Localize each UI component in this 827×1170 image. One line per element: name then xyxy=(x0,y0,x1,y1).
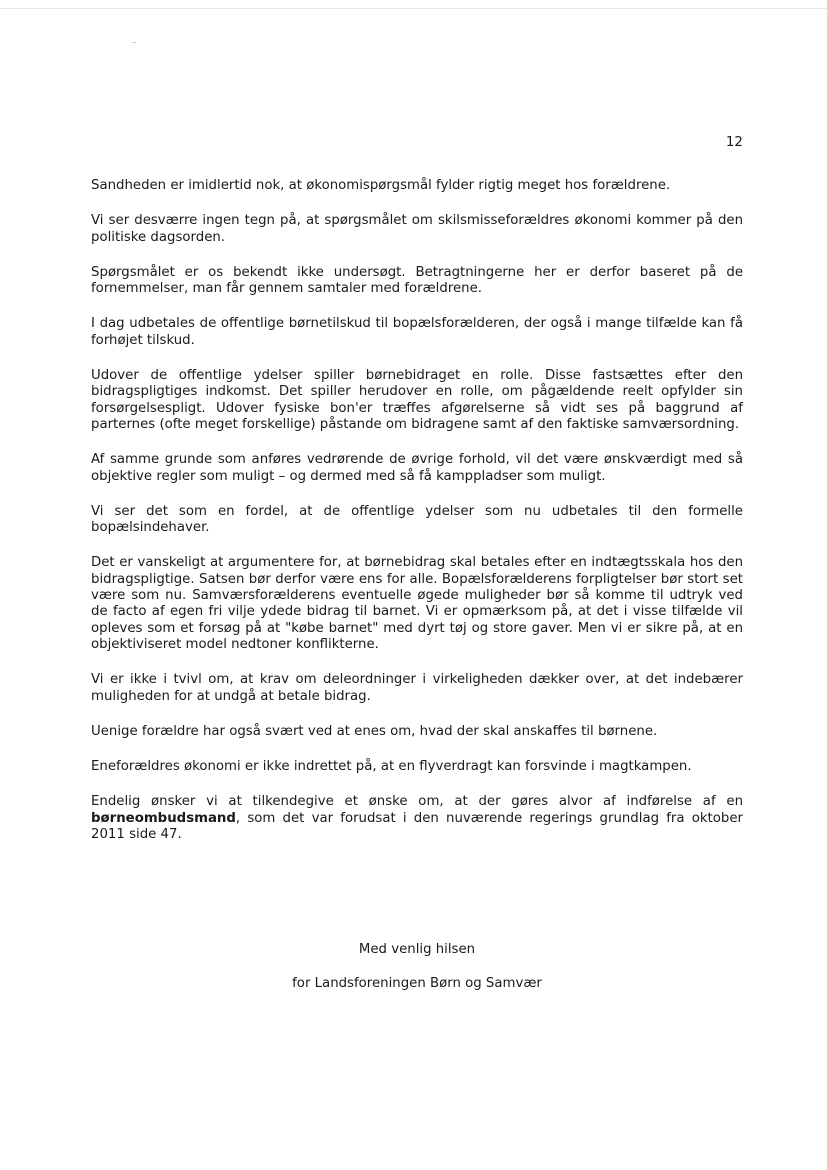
page-number: 12 xyxy=(725,134,743,150)
final-paragraph-rest: , som det var forudsat i den nuværende regerings grundlag fra oktober 2011 side 47. xyxy=(91,810,743,843)
scan-speck xyxy=(132,42,136,43)
paragraph: Eneforældres økonomi er ikke indrettet på, at en flyverdragt kan forsvinde i magtkampen. xyxy=(91,759,692,775)
paragraph: I dag udbetales de offentlige børnetilskud til bopælsforælderen, der også i mange tilfælde kan få forhøjet tilskud. xyxy=(91,316,743,348)
paragraph: Uenige forældre har også svært ved at enes om, hvad der skal anskaffes til børnene. xyxy=(91,723,658,739)
scan-edge-line xyxy=(0,8,827,9)
paragraph: Det er vanskeligt at argumentere for, at børnebidrag skal betales efter en indtægtsskala hos den bidragspligtige. Satsen bør derfor være ens for alle. Bopælsforælderens forpligtelser bør stort set være som nu. Samværsforælderens eventuelle øgede muligheder bør så komme til udtryk ved de facto af egen fri vilje ydede bidrag til barnet. Vi er opmærksom på, at det i visse tilfælde vil opleves som et forsøg på at "købe barnet" med dyrt tøj og store gaver. Men vi er sikre på, at en objektiviseret model nedtoner konflikterne. xyxy=(91,555,743,652)
paragraph: Vi er ikke i tvivl om, at krav om deleordninger i virkeligheden dækker over, at det indebærer muligheden for at undgå at betale bidrag. xyxy=(91,672,743,704)
letter-body xyxy=(91,178,743,862)
paragraph: Af samme grunde som anføres vedrørende de øvrige forhold, vil det være ønskværdigt med så objektive regler som muligt – og dermed med så få kamppladser som muligt. xyxy=(91,452,743,484)
final-paragraph-intro: Endelig ønsker vi at tilkendegive et ønske om, at der gøres alvor af indførelse af en xyxy=(91,794,743,810)
paragraph: Vi ser desværre ingen tegn på, at spørgsmålet om skilsmisseforældres økonomi kommer på den politiske dagsorden. xyxy=(91,213,743,245)
bold-term: børneombudsmand xyxy=(91,810,236,826)
final-paragraph xyxy=(91,794,743,843)
closing-signature: for Landsforeningen Børn og Samvær xyxy=(292,976,542,991)
paragraph: Udover de offentlige ydelser spiller børnebidraget en rolle. Disse fastsættes efter den bidragspligtiges indkomst. Det spiller herudover en rolle, om pågældende reelt opfylder sin forsørgelsespligt. Udover fysiske bon'er træffes afgørelserne så vidt ses på baggrund af parternes (ofte meget forskellige) påstande om bidragene samt af den faktiske samværsordning. xyxy=(91,368,743,432)
paragraph: Spørgsmålet er os bekendt ikke undersøgt. Betragtningerne her er derfor baseret på de fornemmelser, man får gennem samtaler med forældrene. xyxy=(91,264,743,297)
closing-greeting: Med venlig hilsen xyxy=(358,942,476,957)
paragraph: Vi ser det som en fordel, at de offentlige ydelser som nu udbetales til den formelle bopælsindehaver. xyxy=(91,503,743,536)
paragraph: Sandheden er imidlertid nok, at økonomispørgsmål fylder rigtig meget hos forældrene. xyxy=(91,178,671,193)
